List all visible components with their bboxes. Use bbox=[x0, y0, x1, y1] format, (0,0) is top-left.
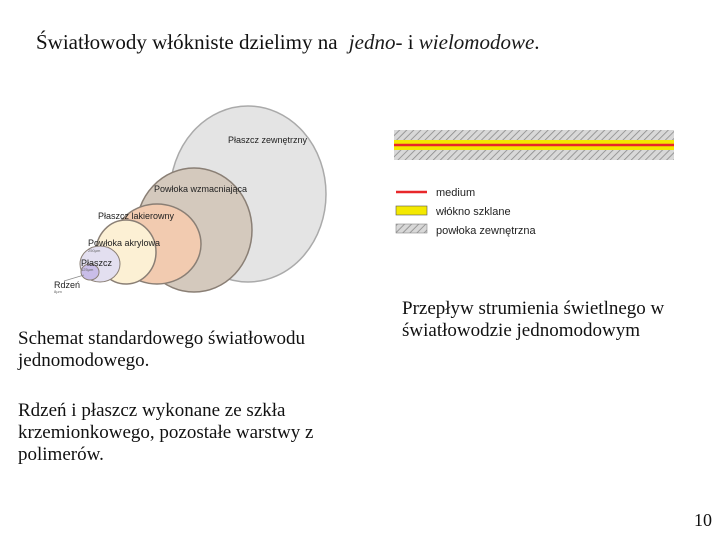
label-acrylic-coating: Powłoka akrylowa bbox=[88, 238, 161, 248]
label-outer-jacket: Płaszcz zewnętrzny bbox=[228, 135, 308, 145]
fiber-layers-svg bbox=[50, 92, 340, 302]
title-suffix: . bbox=[534, 30, 540, 54]
label-acrylic-sub: 250µm bbox=[88, 248, 101, 253]
single-mode-cable-diagram bbox=[394, 128, 674, 238]
caption-light-flow: Przepływ strumienia świetlnego w światłowodzie jednomodowym bbox=[402, 298, 665, 341]
label-core-sub: 8µm bbox=[54, 289, 62, 294]
caption-materials: Rdzeń i płaszcz wykonane ze szkła krzemionkowego, pozostałe warstwy z polimerów. bbox=[18, 400, 314, 465]
title-single-mode: jedno- bbox=[348, 30, 403, 54]
label-lacquer-cladding: Płaszcz lakierowny bbox=[98, 211, 175, 221]
legend-jacket-swatch bbox=[396, 224, 427, 233]
label-core: Rdzeń bbox=[54, 280, 81, 290]
legend-fiber-swatch bbox=[396, 206, 427, 215]
legend-jacket-label: powłoka zewnętrzna bbox=[436, 225, 536, 237]
slide-title bbox=[36, 30, 540, 55]
fiber-cross-section-diagram bbox=[50, 92, 340, 302]
page-number: 10 bbox=[694, 510, 712, 530]
legend-medium-label: medium bbox=[436, 187, 476, 199]
legend-fiber-label: włókno szklane bbox=[436, 206, 511, 218]
label-cladding: Płaszcz bbox=[81, 258, 113, 268]
title-multi-mode: wielomodowe bbox=[418, 30, 535, 54]
title-prefix: Światłowody włókniste dzielimy na bbox=[36, 30, 338, 54]
title-conjunction: i bbox=[407, 30, 414, 54]
caption-fiber-schematic: Schemat standardowego światłowodu jednomodowego. bbox=[18, 328, 306, 371]
cable-svg bbox=[394, 128, 674, 238]
label-cladding-sub: 125µm bbox=[81, 267, 94, 272]
label-strength-coating: Powłoka wzmacniająca bbox=[154, 184, 248, 194]
